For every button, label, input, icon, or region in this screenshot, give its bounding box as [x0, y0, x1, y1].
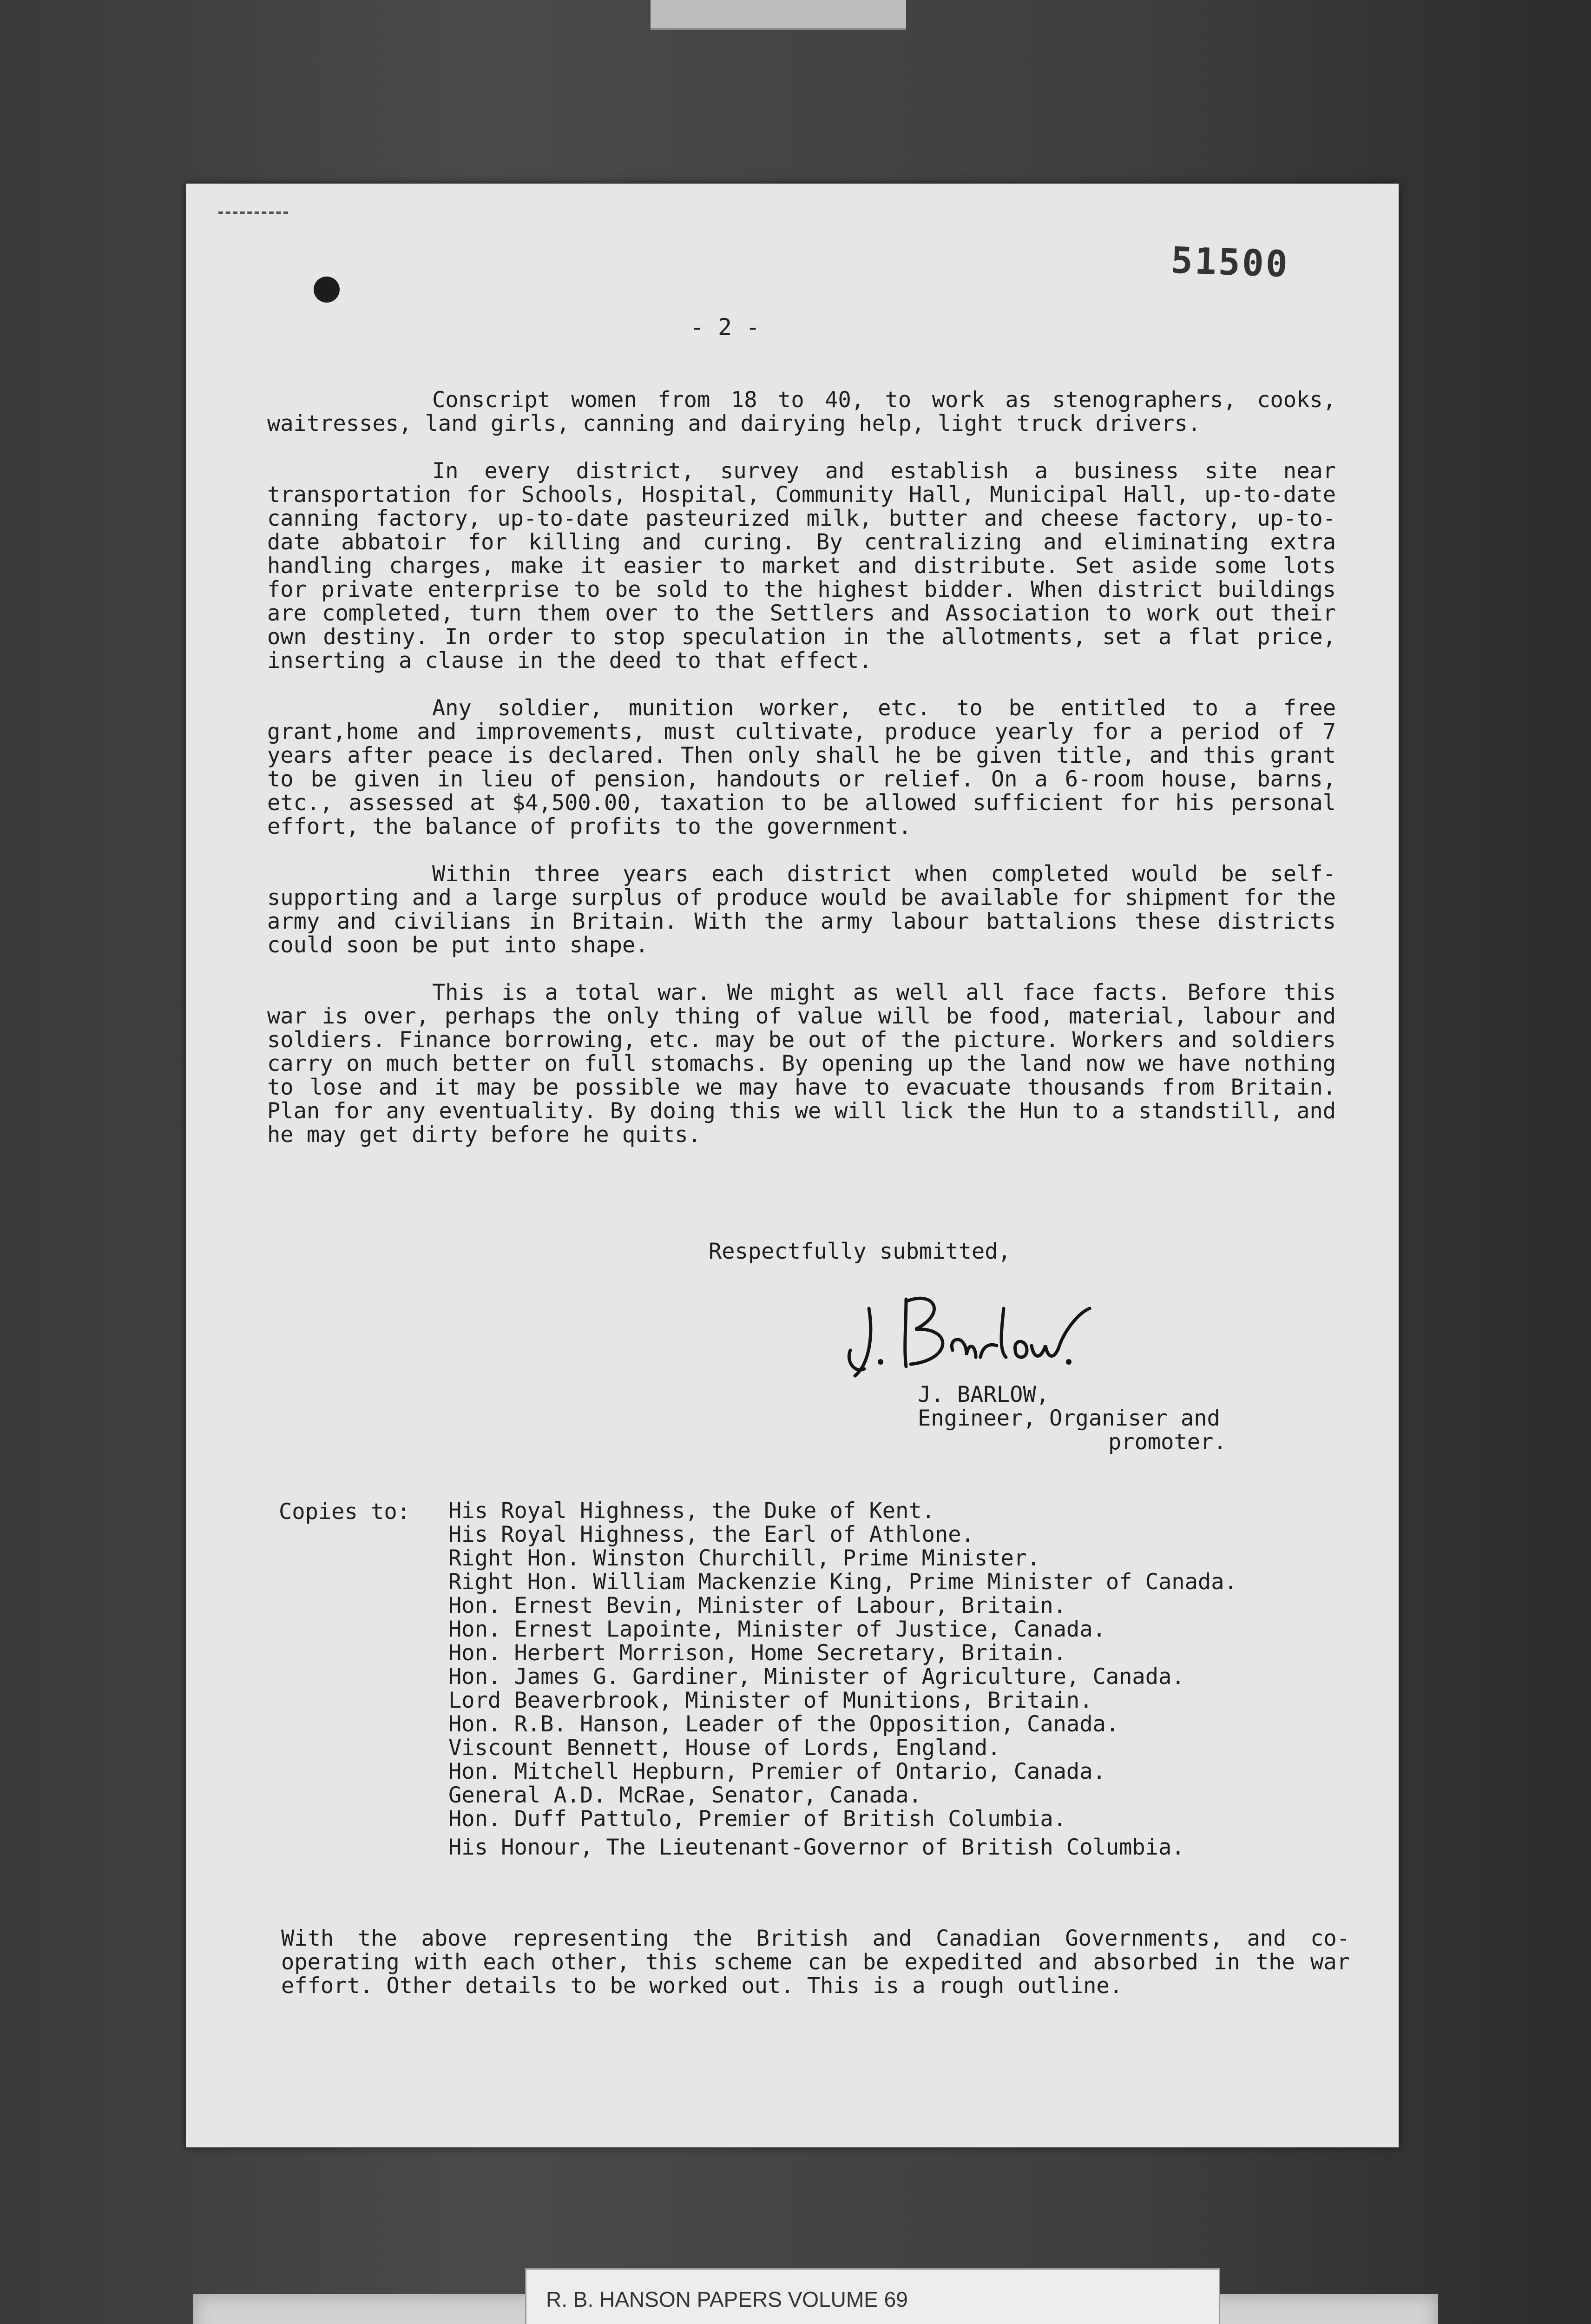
- punch-hole: [314, 277, 340, 303]
- stamp-number: 51500: [1170, 239, 1290, 286]
- document-page: [186, 184, 1399, 2147]
- signer-block: [918, 1383, 1271, 1454]
- list-item: Right Hon. William Mackenzie King, Prime Minister of Canada.: [448, 1569, 1237, 1595]
- copies-list: [448, 1499, 1331, 1859]
- list-item: General A.D. McRae, Senator, Canada.: [448, 1783, 922, 1808]
- list-item: Right Hon. Winston Churchill, Prime Minister.: [448, 1545, 1040, 1571]
- top-clip: [651, 0, 906, 30]
- paragraph: Any soldier, munition worker, etc. to be entitled to a free grant,home and improvements, must cultivate, produce yearly for a period of 7 years after peace is declared. Then only shall he be given title, and this grant to be given in lieu of pension, handouts or relief. On a 6-room house, barns, etc., assessed at $4,500.00, taxation to be allowed sufficient for his personal effort, the balance of profits to the government.: [267, 695, 1336, 839]
- closing-line: Respectfully submitted,: [709, 1239, 1011, 1264]
- copies-label: Copies to:: [279, 1499, 410, 1525]
- list-item: Hon. James G. Gardiner, Minister of Agriculture, Canada.: [448, 1664, 1185, 1690]
- list-item: Hon. Mitchell Hepburn, Premier of Ontario, Canada.: [448, 1759, 1106, 1784]
- signer-title-cont: promoter.: [1108, 1429, 1227, 1455]
- list-item: His Royal Highness, the Duke of Kent.: [448, 1498, 935, 1524]
- list-item: Viscount Bennett, House of Lords, England.: [448, 1735, 1001, 1761]
- signer-name: J. BARLOW,: [918, 1382, 1049, 1407]
- volume-label: R. B. HANSON PAPERS VOLUME 69: [546, 2287, 908, 2311]
- paragraph: Conscript women from 18 to 40, to work as stenographers, cooks, waitresses, land girls, canning and dairying help, light truck drivers.: [267, 387, 1336, 436]
- list-item: Hon. Ernest Lapointe, Minister of Justice, Canada.: [448, 1617, 1106, 1642]
- list-item: His Honour, The Lieutenant-Governor of British Columbia.: [448, 1835, 1185, 1860]
- list-item: Lord Beaverbrook, Minister of Munitions, Britain.: [448, 1688, 1093, 1713]
- corner-pencil-mark: [218, 211, 288, 218]
- list-item: Hon. Herbert Morrison, Home Secretary, Britain.: [448, 1640, 1066, 1666]
- handwritten-signature: [836, 1281, 1097, 1383]
- list-item: Hon. R.B. Hanson, Leader of the Opposition, Canada.: [448, 1711, 1119, 1737]
- list-item: His Royal Highness, the Earl of Athlone.: [448, 1522, 974, 1547]
- paragraph: This is a total war. We might as well all face facts. Before this war is over, perhaps the only thing of value will be food, material, labour and soldiers. Finance borrowing, etc. may be out of the picture. Workers and soldiers carry on much better on full stomachs. By opening up the land now we have nothing to lose and it may be possible we may have to evacuate thousands from Britain. Plan for any eventuality. By doing this we will lick the Hun to a standstill, and he may get dirty before he quits.: [267, 980, 1336, 1148]
- list-item: Hon. Duff Pattulo, Premier of British Columbia.: [448, 1806, 1066, 1832]
- paragraph: In every district, survey and establish a business site near transportation for Schools, Hospital, Community Hall, Municipal Hall, up-to-date canning factory, up-to-date pasteurized milk, butter and cheese factory, up-to-date abbatoir for killing and curing. By centralizing and eliminating extra handling charges, make it easier to market and distribute. Set aside some lots for private enterprise to be sold to the highest bidder. When district buildings are completed, turn them over to the Settlers and Association to work out their own destiny. In order to stop speculation in the allotments, set a flat price, inserting a clause in the deed to that effect.: [267, 458, 1336, 673]
- list-item: Hon. Ernest Bevin, Minister of Labour, Britain.: [448, 1593, 1066, 1618]
- signer-title: Engineer, Organiser and: [918, 1406, 1220, 1431]
- page-number: - 2 -: [690, 314, 760, 341]
- paragraph: Within three years each district when completed would be self-supporting and a large surplus of produce would be available for shipment for the army and civilians in Britain. With the army labour battalions these districts could soon be put into shape.: [267, 861, 1336, 958]
- letter-body: [267, 388, 1336, 1170]
- closing-paragraph: With the above representing the British and Canadian Governments, and co-operating with each other, this scheme can be expedited and absorbed in the war effort. Other details to be worked out. This is a rough outline.: [281, 1926, 1350, 1999]
